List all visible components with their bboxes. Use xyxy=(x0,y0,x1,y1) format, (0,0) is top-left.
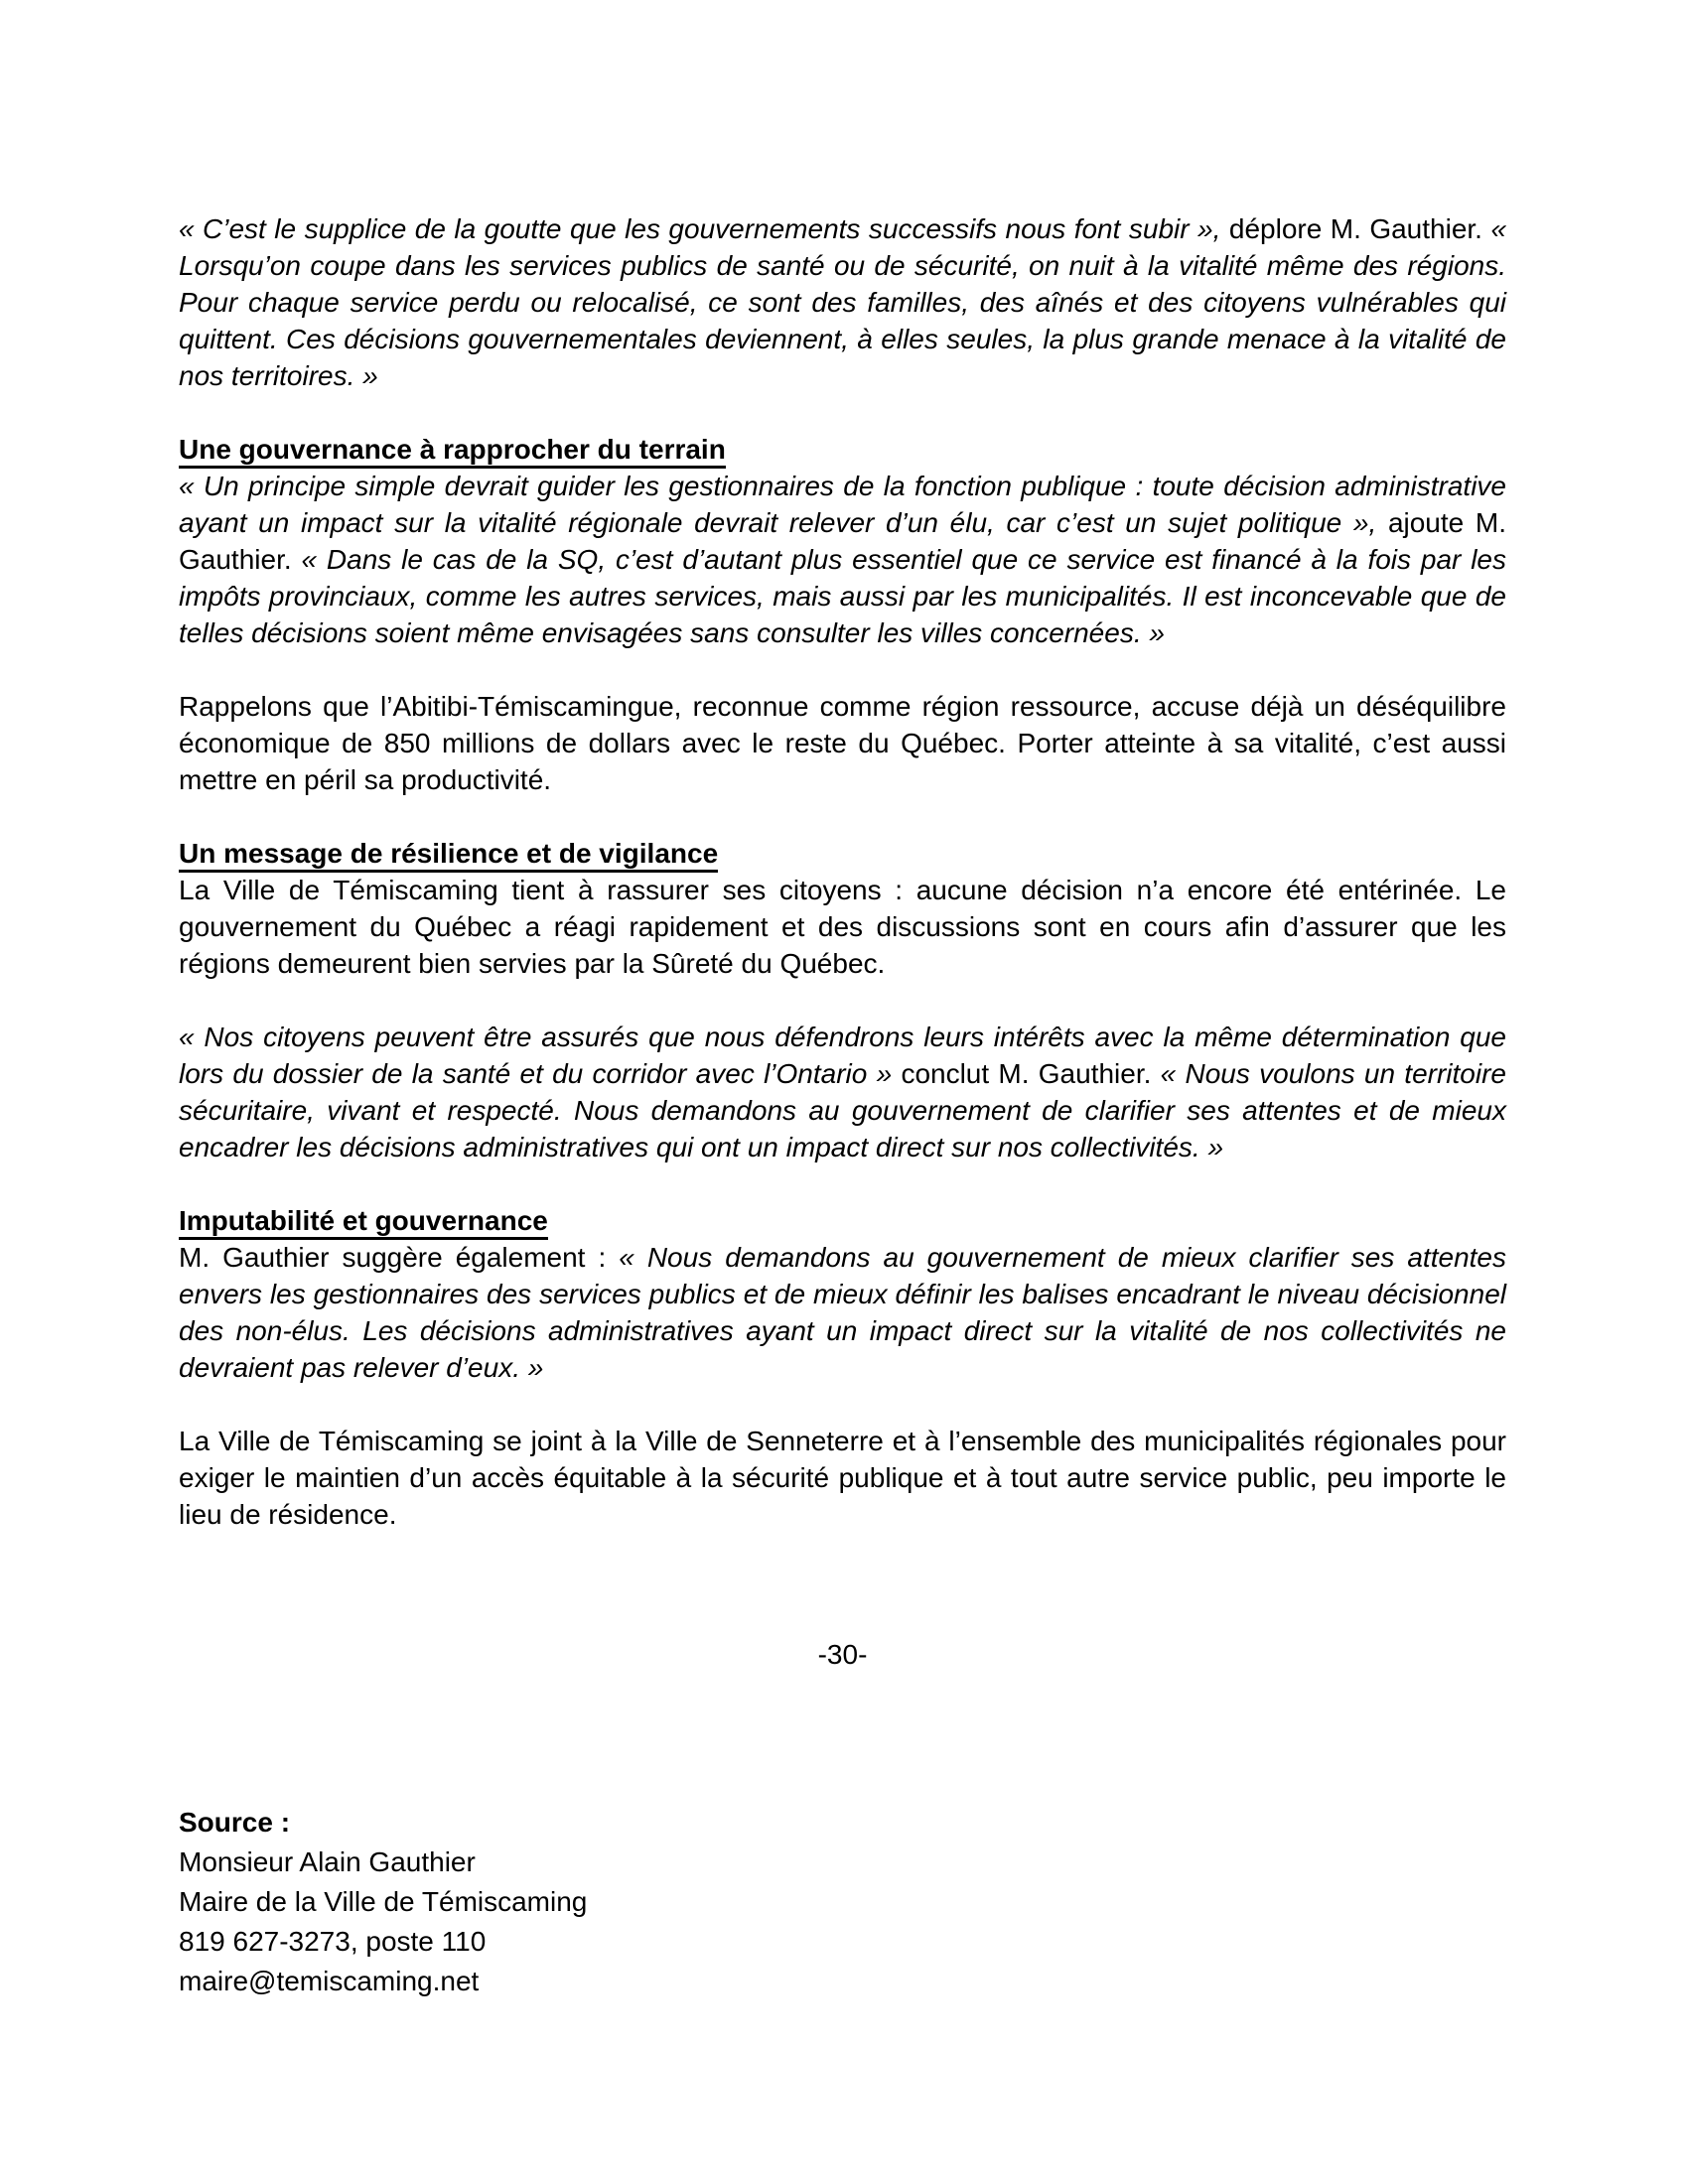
text-segment: « Nous voulons un territoire sécuritaire, vivant et respecté. Nous demandons au gouvernement de clarifier ses attentes et de mieux encadrer les décisions administratives qui ont un impact direct sur nos collectivités. » xyxy=(179,1058,1506,1162)
source-line: Monsieur Alain Gauthier xyxy=(179,1846,476,1877)
heading-resilience xyxy=(179,835,1506,872)
text-segment: ajoute M. Gauthier. xyxy=(179,507,1507,575)
text-segment: « Un principe simple devrait guider les gestionnaires de la fonction publique : toute décision administrative ayant un impact sur la vitalité régionale devrait relever d’un élu, car c’est un sujet politique », xyxy=(179,471,1506,538)
paragraph-senneterre xyxy=(179,1423,1506,1533)
heading-governance xyxy=(179,431,1506,468)
text-segment: « Nos citoyens peuvent être assurés que nous défendrons leurs intérêts avec la même détermination que lors du dossier de la santé et du corridor avec l’Ontario » xyxy=(179,1022,1506,1089)
source-label: Source : xyxy=(179,1807,291,1838)
source-block xyxy=(179,1803,1506,2001)
heading-imputabilite-text: Imputabilité et gouvernance xyxy=(179,1205,548,1240)
paragraph-rassurer xyxy=(179,872,1506,982)
text-segment: « Dans le cas de la SQ, c’est d’autant plus essentiel que ce service est financé à la fois par les impôts provinciaux, comme les autres services, mais aussi par les municipalités. Il est inconcevable que de telles décisions soient même envisagées sans consulter les villes concernées. » xyxy=(179,544,1506,648)
text-segment: Rappelons que l’Abitibi-Témiscamingue, reconnue comme région ressource, accuse déjà un déséquilibre économique de 850 millions de dollars avec le reste du Québec. Porter atteinte à sa vitalité, c’est aussi mettre en péril sa productivité. xyxy=(179,691,1506,795)
text-segment: La Ville de Témiscaming se joint à la Ville de Senneterre et à l’ensemble des municipalités régionales pour exiger le maintien d’un accès équitable à la sécurité publique et à tout autre service public, peu importe le lieu de résidence. xyxy=(179,1426,1506,1530)
paragraph-principe xyxy=(179,468,1506,651)
text-segment: « C’est le supplice de la goutte que les gouvernements successifs nous font subir », xyxy=(179,213,1229,244)
text-segment: conclut M. Gauthier. xyxy=(901,1058,1161,1089)
text-segment: « Nous demandons au gouvernement de mieux clarifier ses attentes envers les gestionnaires des services publics et de mieux définir les balises encadrant le niveau décisionnel des non-élus. Les décisions administratives ayant un impact direct sur la vitalité de nos collectivités ne devraient pas relever d’eux. » xyxy=(179,1242,1506,1383)
text-segment: déplore M. Gauthier. xyxy=(1228,213,1491,244)
source-lines xyxy=(179,1843,1506,2001)
text-segment: La Ville de Témiscaming tient à rassurer ses citoyens : aucune décision n’a encore été entérinée. Le gouvernement du Québec a réagi rapidement et des discussions sont en cours afin d’assurer que les régions demeurent bien servies par la Sûreté du Québec. xyxy=(179,875,1506,979)
text-segment: « Lorsqu’on coupe dans les services publics de santé ou de sécurité, on nuit à la vitalité même des régions. Pour chaque service perdu ou relocalisé, ce sont des familles, des aînés et des citoyens vulnérables qui quittent. Ces décisions gouvernementales deviennent, à elles seules, la plus grande menace à la vitalité de nos territoires. » xyxy=(179,213,1507,391)
paragraph-quote-supplice xyxy=(179,210,1506,394)
heading-imputabilite xyxy=(179,1202,1506,1239)
text-segment: M. Gauthier suggère également : xyxy=(179,1242,620,1273)
heading-resilience-text: Un message de résilience et de vigilance xyxy=(179,838,718,873)
paragraph-rappelons xyxy=(179,688,1506,798)
paragraph-suggere xyxy=(179,1239,1506,1386)
source-line: maire@temiscaming.net xyxy=(179,1966,480,1996)
source-line: 819 627-3273, poste 110 xyxy=(179,1926,487,1957)
source-line: Maire de la Ville de Témiscaming xyxy=(179,1886,588,1917)
heading-governance-text: Une gouvernance à rapprocher du terrain xyxy=(179,434,726,469)
end-marker: -30- xyxy=(817,1639,868,1670)
paragraph-citoyens-assures xyxy=(179,1019,1506,1165)
